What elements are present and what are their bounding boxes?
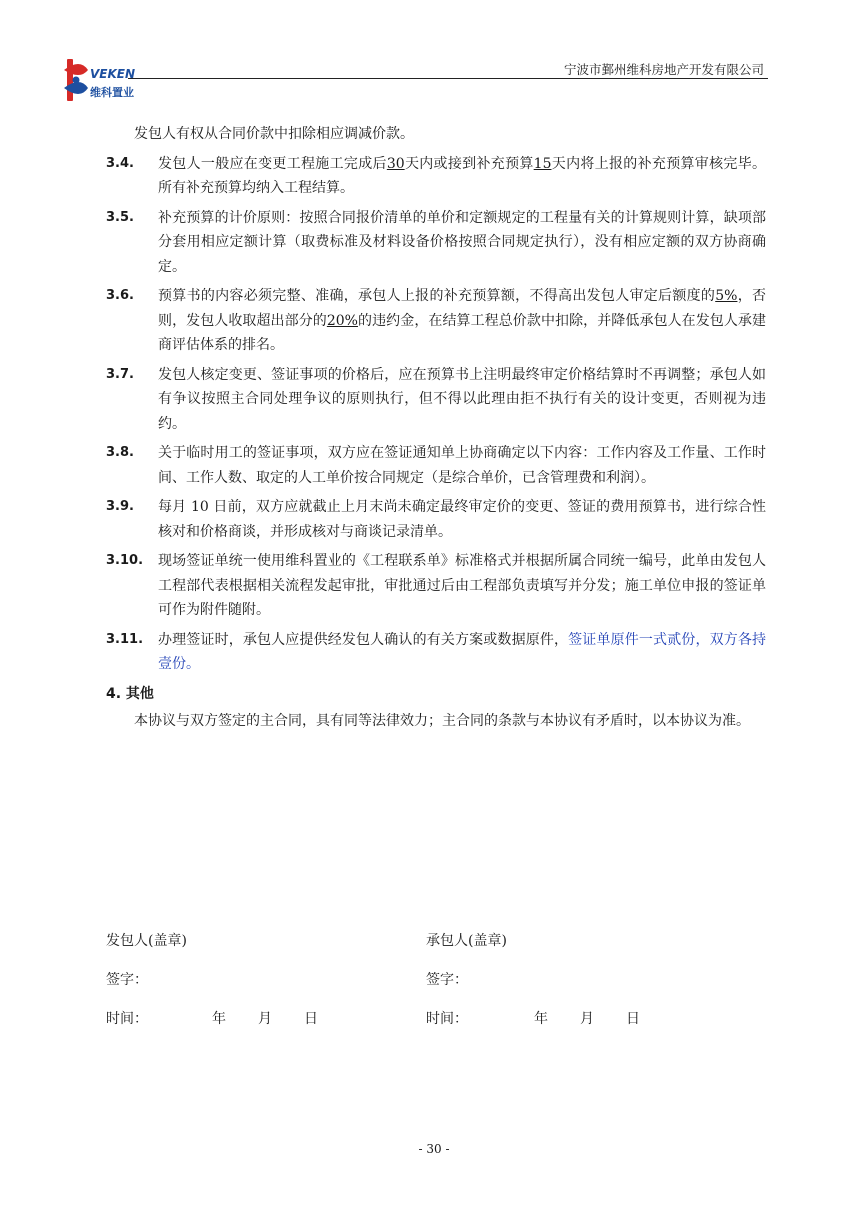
clause-number: 3.4. xyxy=(106,155,134,171)
clause-number: 3.10. xyxy=(106,553,144,568)
day-label: 日 xyxy=(626,1011,640,1027)
clause-number: 3.9. xyxy=(106,499,134,514)
clause-text: 预算书的内容必须完整、准确，承包人上报的补充预算额，不得高出发包人审定后额度的 xyxy=(158,288,716,304)
clause-text: 补充预算的计价原则：按照合同报价清单的单价和定额规定的工程量有关的计算规则计算，缺项部分套用相应定额计算（取费标准及材料设备价格按照合同规定执行），没有相应定额的双方协商确定。 xyxy=(158,209,766,275)
clause-3-5 xyxy=(106,206,766,280)
party-label: 发包人(盖章) xyxy=(106,933,187,949)
clause-text: 的违约金，在结算工程总价款中扣除，并降低承包人在发包人承建商评估体系的排名。 xyxy=(158,312,767,353)
percent-value: 20% xyxy=(326,312,358,329)
clause-text: 关于临时用工的签证事项，双方应在签证通知单上协商确定以下内容：工作内容及工作量、工作时间、工作人数、取定的人工单价按合同规定（是综合单价，已含管理费和利润）。 xyxy=(158,445,766,486)
clause-3-4 xyxy=(106,152,766,201)
percent-value: 5% xyxy=(715,288,738,304)
sign-label: 签字： xyxy=(426,972,468,988)
clause-text: 发包人核定变更、签证事项的价格后，应在预算书上注明最终审定价格结算时不再调整；承包人如有争议按照主合同处理争议的原则执行，但不得以此理由拒不执行有关的设计变更，否则视为违约。 xyxy=(158,366,766,432)
header-rule xyxy=(128,78,768,79)
logo-subtitle: 维科置业 xyxy=(90,86,134,99)
document-body xyxy=(106,122,766,739)
veken-logo xyxy=(62,56,142,106)
year-label: 年 xyxy=(534,1011,548,1027)
continuation-text: 发包人有权从合同价款中扣除相应调减价款。 xyxy=(134,126,414,142)
page-number: - 30 - xyxy=(418,1142,450,1156)
clause-text: 天内或接到补充预算 xyxy=(404,155,534,172)
clause-text: 天内将上报的补充预算审核完毕。所有补充预算均纳入工程结算。 xyxy=(158,155,767,196)
clause-3-7 xyxy=(106,363,766,437)
date-line xyxy=(426,1008,640,1028)
clause-number: 3.8. xyxy=(106,445,134,460)
clause-text: 现场签证单统一使用维科置业的《工程联系单》标准格式并根据所属合同统一编号，此单由发包人工程部代表根据相关流程发起审批，审批通过后由工程部负责填写并分发；施工单位申报的签证单可作为附件随附。 xyxy=(158,553,766,618)
clause-3-11 xyxy=(106,628,766,677)
days-value: 30 xyxy=(386,155,405,172)
time-label: 时间： xyxy=(106,1011,148,1027)
month-label: 月 xyxy=(258,1011,272,1027)
clause-number: 3.6. xyxy=(106,288,134,303)
clause-3-6 xyxy=(106,284,766,358)
year-label: 年 xyxy=(212,1011,226,1027)
day-label: 日 xyxy=(304,1011,318,1027)
signature-left xyxy=(106,930,318,1047)
date-line xyxy=(106,1008,318,1028)
page-header xyxy=(0,0,868,110)
clause-3-8 xyxy=(106,441,766,490)
clause-text: 发包人一般应在变更工程施工完成后 xyxy=(158,155,387,172)
days-value: 15 xyxy=(533,155,552,172)
party-label: 承包人(盖章) xyxy=(426,933,507,949)
clause-number: 3.7. xyxy=(106,366,134,382)
signature-right xyxy=(426,930,640,1047)
clause-text: 办理签证时，承包人应提供经发包人确认的有关方案或数据原件， xyxy=(158,631,569,648)
clause-text: ，否则，发包人收取超出部分的 xyxy=(158,288,767,329)
sign-label: 签字： xyxy=(106,972,148,988)
clause-3-10 xyxy=(106,549,766,623)
clause-number: 3.5. xyxy=(106,209,134,225)
section-text: 本协议与双方签定的主合同，具有同等法律效力；主合同的条款与本协议有矛盾时，以本协议为准。 xyxy=(134,713,750,729)
clause-text: 每月 10 日前，双方应就截止上月末尚未确定最终审定价的变更、签证的费用预算书，进行综合性核对和价格商谈，并形成核对与商谈记录清单。 xyxy=(158,499,766,540)
month-label: 月 xyxy=(580,1011,594,1027)
time-label: 时间： xyxy=(426,1011,468,1027)
clause-3-9 xyxy=(106,495,766,544)
company-name: 宁波市鄞州维科房地产开发有限公司 xyxy=(563,62,764,77)
section-heading: 4. 其他 xyxy=(106,685,154,702)
logo-brand: VEKEN xyxy=(90,67,136,81)
clause-number: 3.11. xyxy=(106,631,144,647)
highlighted-text: 签证单原件一式贰份，双方各持壹份。 xyxy=(158,631,767,672)
